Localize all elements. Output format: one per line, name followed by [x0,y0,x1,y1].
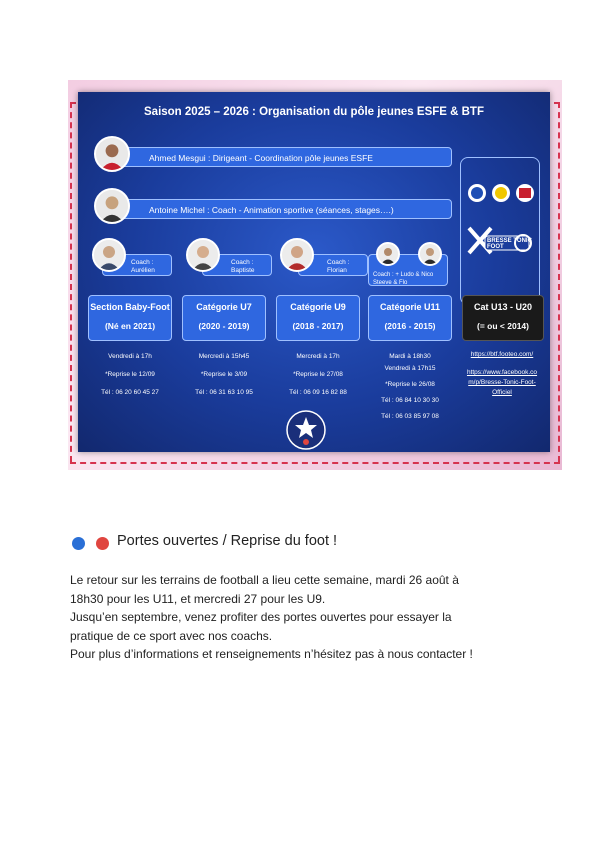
flyer-image [68,80,562,470]
avatar-baptiste [186,238,220,272]
website-link[interactable]: https://btf.footeo.com/ [470,351,534,358]
category-baby-foot [88,295,172,341]
schedule-line: Mercredi à 17h [296,353,340,360]
schedule-line: Tél : 06 84 10 30 30 [381,397,439,404]
schedule-u7 [182,352,266,406]
club-crest-icon [286,410,326,450]
coach-prefix: Coach : [231,259,254,266]
category-years: (2016 - 2015) [384,321,436,331]
coach-prefix: Coach : [131,259,154,266]
schedule-line: Mercredi à 15h45 [198,353,250,360]
schedule-line: Tél : 06 09 16 82 88 [289,389,347,396]
coach-prefix: Coach : [327,259,350,266]
flyer-title: Saison 2025 – 2026 : Organisation du pôle jeunes ESFE & BTF [144,106,484,118]
avatar-ludo [376,242,400,266]
coach-name: Florian [327,267,347,274]
schedule-line: Mardi à 18h30 [389,353,431,360]
staff-text: Antoine Michel : Coach - Animation sportive (séances, stages….) [149,205,394,215]
paragraph-line: Jusqu’en septembre, venez profiter des portes ouvertes pour essayer la [70,610,452,624]
category-u11 [368,295,452,341]
schedule-line: Tél : 06 31 63 10 95 [195,389,253,396]
category-u9 [276,295,360,341]
schedule-line: *Reprise le 12/09 [105,371,155,378]
category-title: Section Baby-Foot [90,302,170,312]
sponsor-panel [460,157,540,305]
avatar-ahmed [94,136,130,172]
paragraph-line: Pour plus d’informations et renseignements n’hésitez pas à nous contacter ! [70,647,473,661]
schedule-u9 [276,352,360,406]
schedule-baby-foot [88,352,172,406]
category-title: Catégorie U7 [196,302,252,312]
schedule-line: *Reprise le 27/08 [293,371,343,378]
staff-bar-antoine [114,199,452,219]
category-u13-u20 [462,295,544,341]
coach-prefix: Coach : + [373,272,399,278]
schedule-line: Vendredi à 17h15 [384,365,436,372]
dashed-border-left [70,102,72,462]
category-title: Cat U13 - U20 [473,302,533,312]
article-paragraph [70,571,540,664]
article-heading: Portes ouvertes / Reprise du foot ! [117,533,338,549]
blue-dot-icon [72,537,85,550]
staff-bar-ahmed [114,147,452,167]
category-u7 [182,295,266,341]
schedule-line: Vendredi à 17h [108,353,152,360]
staff-text: Ahmed Mesgui : Dirigeant - Coordination pôle jeunes ESFE [149,153,373,163]
schedule-u11 [368,352,452,430]
avatar-antoine [94,188,130,224]
category-title: Catégorie U9 [290,302,346,312]
dashed-border-right [558,102,560,462]
paragraph-line: 18h30 pour les U11, et mercredi 27 pour les U9. [70,591,326,606]
schedule-line: *Reprise le 26/08 [385,381,435,388]
sponsor-text: BRESSE TONIC FOOT [487,238,532,250]
avatar-florian [280,238,314,272]
category-title: Catégorie U11 [379,302,441,312]
schedule-line: Tél : 06 20 60 45 27 [101,389,159,396]
dashed-border-bottom [70,462,560,464]
schedule-line: Tél : 06 03 85 97 08 [381,413,439,420]
red-dot-icon [96,537,109,550]
flyer-panel [78,92,550,452]
category-years: (2018 - 2017) [292,321,344,331]
avatar-aurelien [92,238,126,272]
coach-name: Baptiste [231,267,255,274]
category-years: (2020 - 2019) [198,321,250,331]
facebook-link[interactable]: https://www.facebook.com/p/Bresse-Tonic-Foot-Officiel [466,369,538,396]
coach-name: Ludo & Nico Steeve & Flo [373,272,434,286]
schedule-u13-u20-links [466,350,538,406]
category-years: (Né en 2021) [104,321,156,331]
paragraph-line: Le retour sur les terrains de football a lieu cette semaine, mardi 26 août à [70,573,459,587]
paragraph-line: pratique de ce sport avec nos coachs. [70,628,273,643]
coach-name: Aurélien [131,267,155,274]
category-years: (= ou < 2014) [477,321,529,331]
avatar-nico [418,242,442,266]
schedule-line: *Reprise le 3/09 [200,371,248,378]
sponsor-logos [461,158,539,304]
